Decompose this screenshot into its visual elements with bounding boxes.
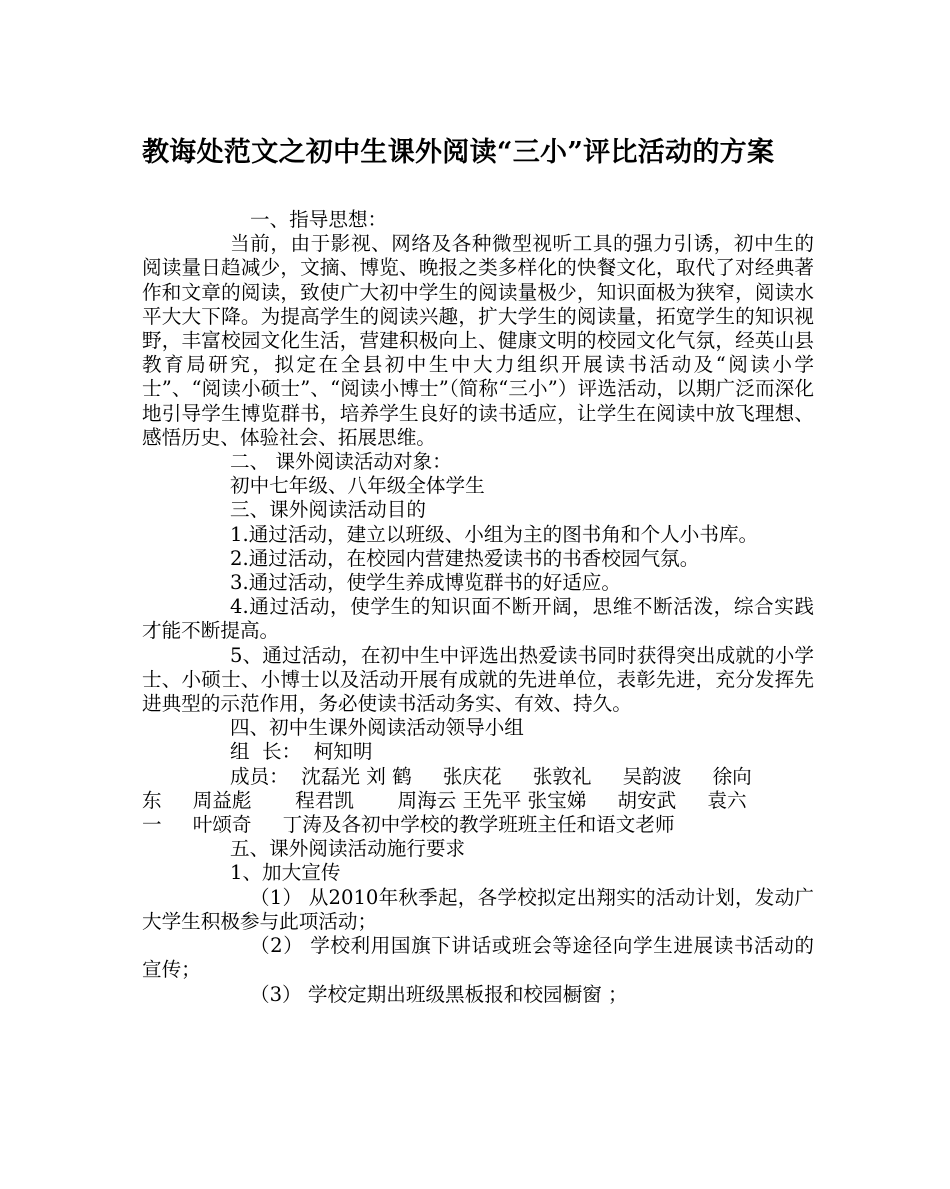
section2-heading: 二、 课外阅读活动对象： (230, 450, 452, 474)
document-title: 教诲处范文之初中生课外阅读“三小”评比活动的方案 (142, 137, 775, 168)
members-line: 成员： 沈磊光 刘 鹤 张庆花 张敦礼 吴韵波 徐向 (230, 764, 752, 788)
purpose-item-4: 4.通过活动，使学生的知识面不断开阔，思维不断活泼，综合实践才能不断提高。 (142, 595, 814, 643)
section5-heading: 五、课外阅读活动施行要求 (230, 837, 466, 861)
purpose-item-2: 2.通过活动，在校园内营建热爱读书的书香校园气氛。 (230, 546, 700, 570)
requirement-item-3: （3） 学校定期出班级黑板报和校园橱窗 ； (250, 982, 628, 1006)
purpose-item-1: 1.通过活动，建立以班级、小组为主的图书角和个人小书库。 (230, 522, 759, 546)
subsection1-heading: 1、加大宣传 (230, 861, 341, 885)
section1-heading: 一、指导思想： (250, 208, 388, 231)
leader-line: 组 长： 柯知明 (230, 740, 373, 764)
section1-paragraph: 当前，由于影视、网络及各种微型视听工具的强力引诱，初中生的阅读量日趋减少，文摘、博览、晚报之类多样化的快餐文化，取代了对经典著作和文章的阅读，致使广大初中学生的阅读量极少，知识面极为狭窄，阅读水平大大下降。为提高学生的阅读兴趣，扩大学生的阅读量，拓宽学生的知识视野，丰富校园文化生活，营建积极向上、健康文明的校园文化气氛，经英山县教育局研究，拟定在全县初中生中大力组织开展读书活动及“阅读小学士”、“阅读小硕士”、“阅读小博士”（简称“三小”）评选活动，以期广泛而深化地引导学生博览群书，培养学生良好的读书适应，让学生在阅读中放飞理想、感悟历史、体验社会、拓展思维。 (142, 232, 814, 449)
requirement-item-2: （2） 学校利用国旗下讲话或班会等途径向学生进展读书活动的宣传； (142, 934, 814, 982)
section4-heading: 四、初中生课外阅读活动领导小组 (230, 716, 524, 740)
members-list (142, 765, 814, 838)
purpose-item-5: 5、通过活动，在初中生中评选出热爱读书同时获得突出成就的小学士、小硕士、小博士以及活动开展有成就的先进单位，表彰先进，充分发挥先进典型的示范作用，务必使读书活动务实、有效、持久。 (142, 643, 814, 716)
section2-text: 初中七年级、八年级全体学生 (230, 474, 485, 498)
document-body (142, 208, 814, 1007)
section3-heading: 三、课外阅读活动目的 (230, 498, 426, 522)
members-line: 一 叶颂奇 丁涛及各初中学校的教学班班主任和语文老师 (142, 813, 675, 837)
requirement-item-1: （1） 从2010年秋季起，各学校拟定出翔实的活动计划，发动广大学生积极参与此项活动； (142, 885, 814, 933)
members-line: 东 周益彪 程君凯 周海云 王先平 张宝娣 胡安武 袁六 (142, 788, 747, 812)
purpose-item-3: 3.通过活动，使学生养成博览群书的好适应。 (230, 571, 621, 595)
